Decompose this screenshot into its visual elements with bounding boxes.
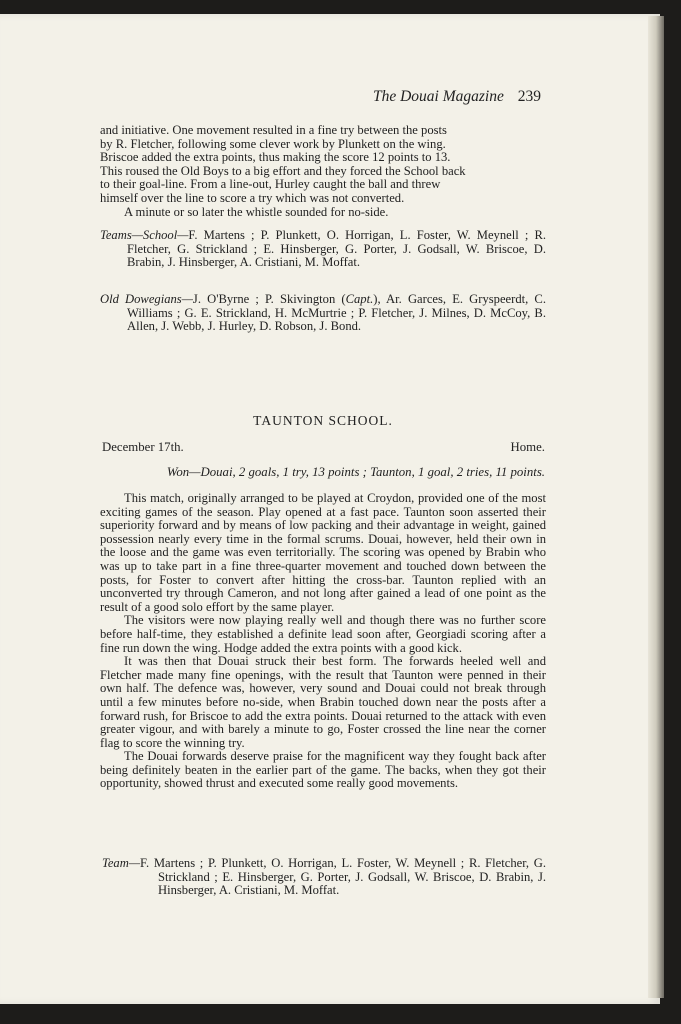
- line: and initiative. One movement resulted in a fine try between the posts: [100, 123, 447, 137]
- page-number: 239: [517, 88, 541, 105]
- teams-old-dowegians: [100, 293, 546, 334]
- section-title: TAUNTON SCHOOL.: [253, 413, 393, 428]
- magazine-title: The Douai Magazine: [372, 88, 504, 105]
- teams-school: [100, 229, 546, 270]
- team-list-paragraph: [102, 857, 546, 898]
- team-label: Team—: [102, 856, 141, 870]
- team-list: [102, 857, 546, 898]
- match-report: [100, 492, 546, 791]
- teams-old-paragraph: [100, 293, 546, 334]
- captain-abbrev: Capt.: [345, 292, 374, 306]
- running-header: [373, 88, 541, 106]
- line: Briscoe added the extra points, thus making the score 12 points to 13.: [100, 150, 451, 165]
- report-paragraph: It was then that Douai struck their best form. The forwards heeled well and Fletcher made many fine openings, with the result that Taunton were penned in their own half. The defence was, however, very sound and Douai could not break through until a few minutes before no-side, when Brabin touched down near the posts after a forward rush, for Briscoe to add the extra points. Douai returned to the attack with even greater vigour, and with barely a minute to go, Foster crossed the line near the corner flag to score the winning try.: [100, 654, 546, 750]
- page-edge: [648, 16, 664, 998]
- teams-school-paragraph: [100, 229, 546, 270]
- line: himself over the line to score a try which was not converted.: [100, 190, 405, 205]
- teams-old-post: ), Ar. Garces, E. Gryspeerdt, C. Williams ; G. E. Strickland, H. McMurtrie ; P. Fletcher, J. Milnes, D. McCoy, B. Allen, J. Webb, J. Hurley, D. Robson, J. Bond.: [127, 292, 546, 334]
- teams-school-text: F. Martens ; P. Plunkett, O. Horrigan, L. Foster, W. Meynell ; R. Fletcher, G. Strickland ; E. Hinsberger, G. Porter, J. Godsall, W. Briscoe, D. Brabin, J. Hinsberger, A. Cristiani, M. Moffat.: [127, 228, 546, 270]
- match-date: December 17th.: [102, 440, 184, 454]
- line: to their goal-line. From a line-out, Hurley caught the ball and threw: [100, 177, 441, 192]
- closing-line: A minute or so later the whistle sounded for no-side.: [124, 204, 389, 219]
- opening-paragraph: [100, 124, 546, 219]
- match-venue: Home.: [510, 440, 545, 454]
- match-result: Won—Douai, 2 goals, 1 try, 13 points ; Taunton, 1 goal, 2 tries, 11 points.: [166, 465, 545, 479]
- report-paragraph: The visitors were now playing really well and though there was no further score before half-time, they established a definite lead soon after, Georgiadi scoring after a fine run down the wing. Hodge added the extra points with a good kick.: [100, 613, 546, 655]
- line: This roused the Old Boys to a big effort and they forced the School back: [100, 163, 466, 178]
- teams-old-pre: J. O'Byrne ; P. Skivington (: [192, 292, 346, 306]
- report-paragraph: This match, originally arranged to be played at Croydon, provided one of the most exciting games of the season. Play opened at a fast pace. Taunton soon asserted their superiority forward and by means of low packing and their advantage in weight, gained possession nearly every time in the formal scrums. Douai, however, held their own in the loose and the game was even territorially. The scoring was opened by Brabin who was up to take part in a fine three-quarter movement and touched down between the posts, for Foster to convert after hitting the cross-bar. Taunton replied with an unconverted try through Cameron, and not long after gained a lead of one point as the result of a good solo effort by the same player.: [100, 491, 546, 614]
- match-info: [102, 440, 545, 455]
- line: by R. Fletcher, following some clever work by Plunkett on the wing.: [100, 136, 446, 151]
- report-paragraph: The Douai forwards deserve praise for the magnificent way they fought back after being definitely beaten in the earlier part of the game. The backs, when they got their opportunity, showed thrust and executed some really good movements.: [100, 749, 546, 791]
- teams-old-label: Old Dowegians—: [100, 292, 193, 306]
- team-text: F. Martens ; P. Plunkett, O. Horrigan, L. Foster, W. Meynell ; R. Fletcher, G. Strickland ; E. Hinsberger, G. Porter, J. Godsall, W. Briscoe, D. Brabin, J. Hinsberger, A. Cristiani, M. Moffat.: [140, 856, 546, 898]
- teams-school-label: Teams—School—: [100, 228, 189, 242]
